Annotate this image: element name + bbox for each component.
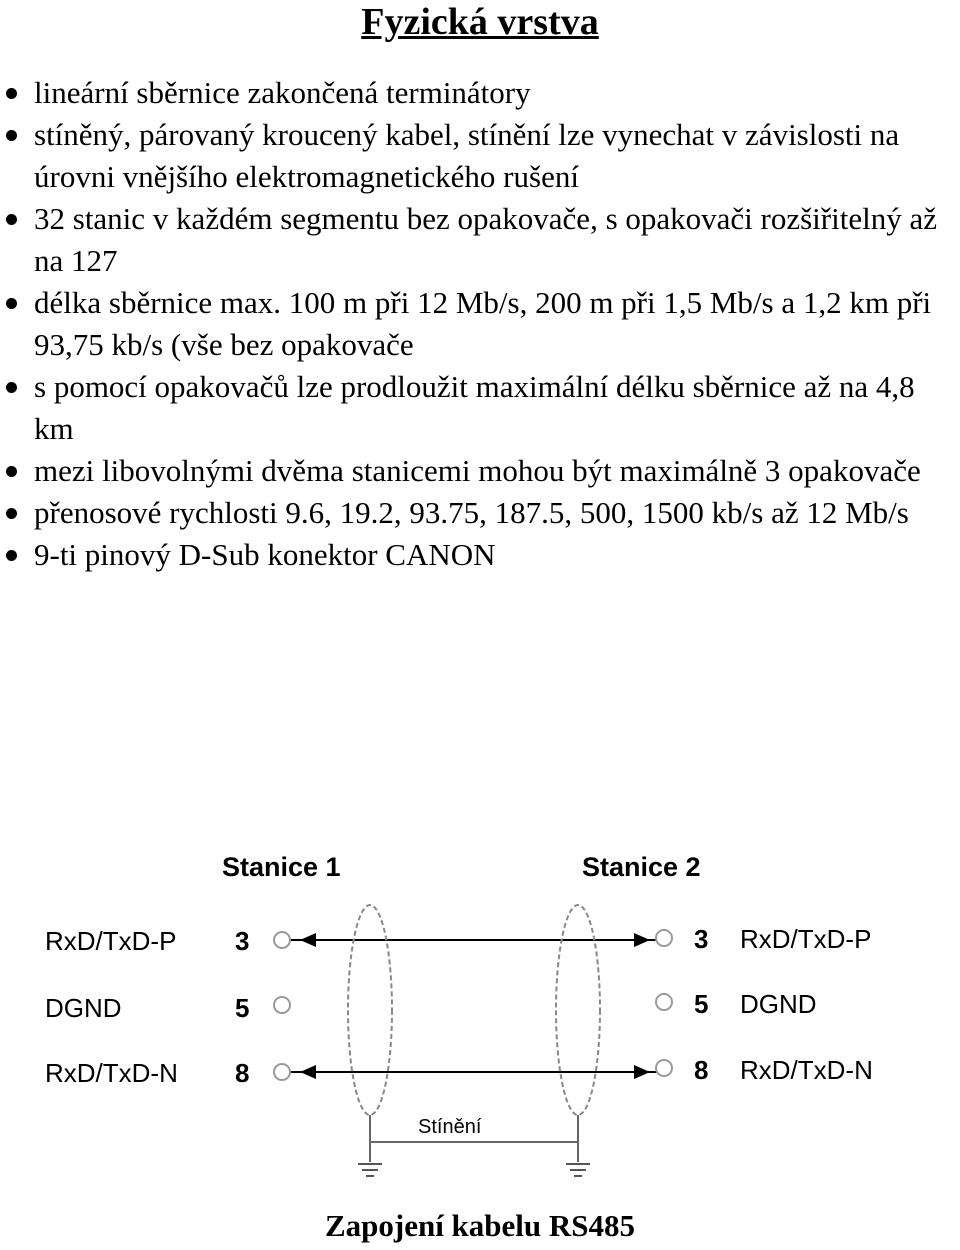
bullet-item (0, 366, 960, 450)
bullet-icon (6, 550, 17, 561)
ground-icon (566, 1164, 590, 1176)
arrow-left-icon (300, 933, 316, 947)
left-signal-label: RxD/TxD-P (45, 926, 177, 956)
pin-circle-icon (274, 997, 290, 1013)
bullet-text: přenosové rychlosti 9.6, 19.2, 93.75, 187.5, 500, 1500 kb/s až 12 Mb/s (34, 495, 909, 530)
right-pin-number: 8 (694, 1055, 709, 1085)
left-pin-number: 3 (235, 926, 250, 956)
bullet-item (0, 450, 960, 492)
bullet-text: délka sběrnice max. 100 m při 12 Mb/s, 200 m při 1,5 Mb/s a 1,2 km při 93,75 kb/s (vše bez opakovače (34, 285, 932, 362)
pin-circle-icon (656, 994, 672, 1010)
bullet-text: mezi libovolnými dvěma stanicemi mohou být maximálně 3 opakovače (34, 453, 921, 488)
page-title: Fyzická vrstva (361, 1, 599, 43)
arrow-left-icon (300, 1065, 316, 1079)
left-pin-number: 8 (235, 1058, 250, 1088)
bullet-item (0, 198, 960, 282)
bullet-icon (6, 88, 17, 99)
right-signal-label: DGND (740, 989, 817, 1019)
bullet-icon (6, 466, 17, 477)
shield-ellipse-icon (348, 905, 392, 1115)
bullet-icon (6, 508, 17, 519)
bullet-icon (6, 214, 17, 225)
bullet-text: stíněný, párovaný kroucený kabel, stínění lze vynechat v závislosti na úrovni vnějšího elektromagnetického rušení (34, 117, 900, 194)
pin-circle-icon (274, 932, 290, 948)
left-signal-label: DGND (45, 993, 122, 1023)
bullet-text: lineární sběrnice zakončená terminátory (34, 75, 531, 110)
right-signal-label: RxD/TxD-N (740, 1055, 873, 1085)
rs485-wiring-diagram (0, 830, 960, 1200)
right-signal-label: RxD/TxD-P (740, 924, 872, 954)
pin-circle-icon (656, 1060, 672, 1076)
arrow-right-icon (634, 1065, 650, 1079)
right-pin-number: 3 (694, 924, 709, 954)
bullet-text: 32 stanic v každém segmentu bez opakovače, s opakovači rozšiřitelný až na 127 (34, 201, 937, 278)
bullet-item (0, 72, 960, 114)
diagram-caption: Zapojení kabelu RS485 (324, 1208, 636, 1243)
station2-label: Stanice 2 (582, 852, 701, 882)
bullet-text: s pomocí opakovačů lze prodloužit maximální délku sběrnice až na 4,8 km (34, 369, 915, 446)
pin-circle-icon (656, 930, 672, 946)
bullet-item (0, 282, 960, 366)
bullet-icon (6, 130, 17, 141)
shield-label: Stínění (418, 1116, 482, 1138)
left-pin-number: 5 (235, 993, 250, 1023)
arrow-right-icon (634, 933, 650, 947)
bullet-item (0, 492, 960, 534)
left-signal-label: RxD/TxD-N (45, 1058, 178, 1088)
ground-icon (358, 1164, 382, 1176)
right-pin-number: 5 (694, 989, 709, 1019)
bullet-item (0, 114, 960, 198)
bullet-list (0, 72, 960, 576)
shield-ellipse-icon (556, 905, 600, 1115)
station1-label: Stanice 1 (222, 852, 341, 882)
bullet-text: 9-ti pinový D-Sub konektor CANON (34, 537, 496, 572)
bullet-item (0, 534, 960, 576)
pin-circle-icon (274, 1064, 290, 1080)
bullet-icon (6, 298, 17, 309)
bullet-icon (6, 382, 17, 393)
